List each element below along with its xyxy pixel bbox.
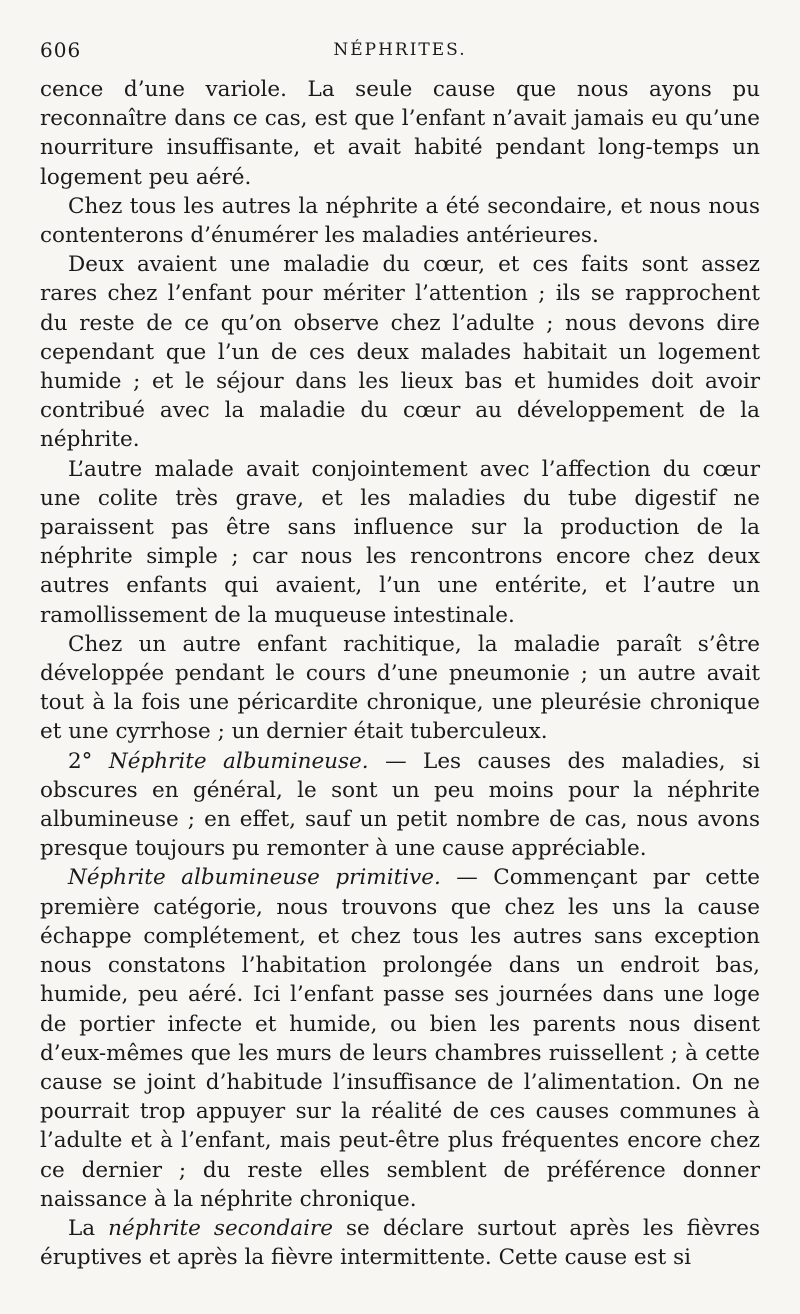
paragraph-6-text: — Les causes des maladies, si obscures en général, le sont un peu moins pour la néphrite albumineuse ; en effet, sauf un petit nombre de cas, nous avons presque toujours pu remonter à une cause appréciable. bbox=[40, 748, 761, 862]
section-heading-nephrite-albumineuse: Néphrite albumineuse. bbox=[108, 748, 369, 774]
paragraph-1: cence d’une variole. La seule cause que nous ayons pu reconnaître dans ce cas, est que l’enfant n’avait jamais eu qu’une nourriture insuffisante, et avait habité pendant long-temps un logement peu aéré. bbox=[40, 77, 760, 190]
section-heading-secondaire: néphrite secondaire bbox=[108, 1215, 333, 1241]
running-title: NÉPHRITES. bbox=[333, 40, 467, 60]
paragraph-6 bbox=[40, 747, 760, 864]
paragraph-4: L’autre malade avait conjointement avec l’affection du cœur une colite très grave, et les maladies du tube digestif ne paraissent pas être sans influence sur la production de la néphrite simple ; car nous les rencontrons encore chez deux autres enfants qui avaient, l’un une entérite, et l’autre un ramollissement de la muqueuse intestinale. bbox=[40, 456, 760, 628]
paragraph-3: Deux avaient une maladie du cœur, et ces faits sont assez rares chez l’enfant pour mériter l’attention ; ils se rapprochent du reste de ce qu’on observe chez l’adulte ; nous devons dire cependant que l’un de ces deux malades habitait un logement humide ; et le séjour dans les lieux bas et humides doit avoir contribué avec la maladie du cœur au développement de la néphrite. bbox=[40, 252, 760, 453]
paragraph-7 bbox=[40, 863, 760, 1213]
paragraph-7-text: — Commençant par cette première catégorie, nous trouvons que chez les uns la cause échappe complétement, et chez tous les autres sans exception nous constatons l’habitation prolongée dans un endroit bas, humide, peu aéré. Ici l’enfant passe ses journées dans une loge de portier infecte et humide, ou bien les parents nous disent d’eux-mêmes que les murs de leurs chambres ruissellent ; à cette cause se joint d’habitude l’insuffisance de l’alimentation. On ne pourrait trop appuyer sur la réalité de ces causes communes à l’adulte et à l’enfant, mais peut-être plus fréquentes encore chez ce dernier ; du reste elles semblent de préférence donner naissance à la néphrite chronique. bbox=[40, 865, 760, 1212]
page-number: 606 bbox=[40, 38, 82, 62]
paragraph-8 bbox=[40, 1214, 760, 1272]
body-text bbox=[40, 75, 760, 1272]
paragraph-8-lead: La bbox=[68, 1215, 109, 1241]
section-heading-primitive: Néphrite albumineuse primitive. bbox=[68, 865, 441, 891]
paragraph-2: Chez tous les autres la néphrite a été secondaire, et nous nous contenterons d’énumérer les maladies antérieures. bbox=[40, 193, 760, 249]
page-header bbox=[40, 38, 760, 68]
paragraph-5: Chez un autre enfant rachitique, la maladie paraît s’être développée pendant le cours d’une pneumonie ; un autre avait tout à la fois une péricardite chronique, une pleurésie chronique et une cyrrhose ; un dernier était tuberculeux. bbox=[40, 631, 760, 745]
paragraph-6-lead: 2° bbox=[68, 748, 109, 774]
paragraph-8-text: se déclare surtout après les fièvres éruptives et après la fièvre intermittente. Cette cause est si bbox=[40, 1215, 760, 1271]
